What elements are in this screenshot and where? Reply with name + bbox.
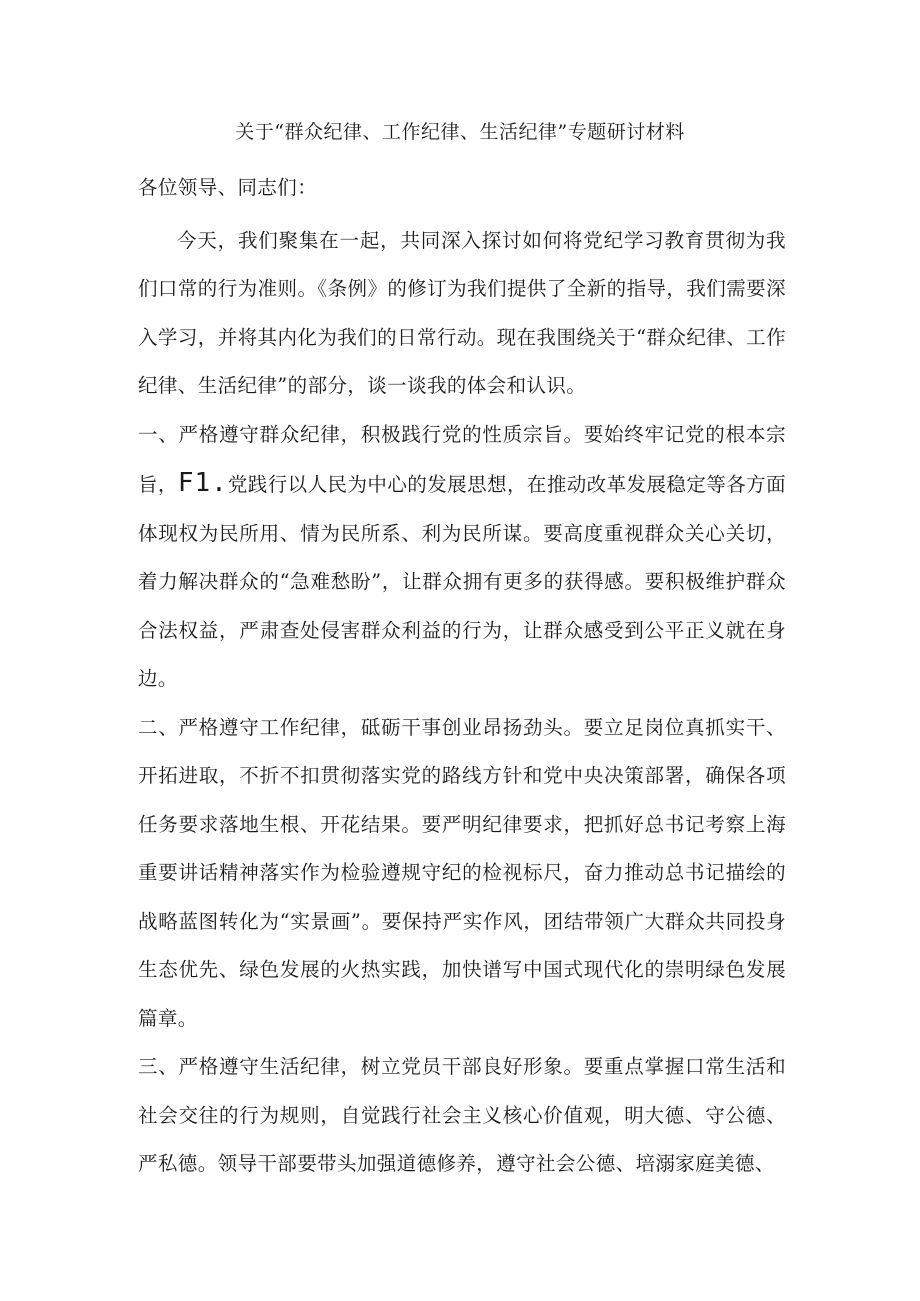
intro-paragraph: 今天，我们聚集在一起，共同深入探讨如何将党纪学习教育贯彻为我们口常的行为准则。《条例》的修订为我们提供了全新的指导，我们需要深入学习，并将其内化为我们的日常行动。现在我围绕关于“群众纪律、工作纪律、生活纪律”的部分，谈一谈我的体会和认识。 <box>138 228 786 397</box>
section-1-ocr-artifact: F1. <box>177 468 228 498</box>
document-body <box>138 164 786 1189</box>
section-3-paragraph: 三、严格遵守生活纪律，树立党员干部良好形象。要重点掌握口常生活和社会交往的行为规则，自觉践行社会主义核心价值观，明大德、守公德、严私德。领导干部要带头加强道德修养，遵守社会公德、培溺家庭美德、 <box>138 1055 786 1175</box>
salutation: 各位领导、同志们： <box>138 176 318 199</box>
section-1-text-end: 党践行以人民为中心的发展思想，在推动改革发展稳定等各方面体现权为民所用、情为民所系、利为民所谋。要高度重视群众关心关切，着力解决群众的“急难愁盼”，让群众拥有更多的获得感。要积极维护群众合法权益，严肃查处侵害群众利益的行为，让群众感受到公平正义就在身边。 <box>138 473 786 690</box>
section-1-text-start: 一、严格遵守群众纪律，积极践行党的性质宗旨。要始终牢记党的根本宗旨， <box>138 422 786 496</box>
section-2-paragraph: 二、严格遵守工作纪律，砥砺干事创业昂扬劲头。要立足岗位真抓实干、开拓进取，不折不扣贯彻落实党的路线方针和党中央决策部署，确保各项任务要求落地生根、开花结果。要严明纪律要求，把抓好总书记考察上海重要讲话精神落实作为检验遵规守纪的检视标尺，奋力推动总书记描绘的战略蓝图转化为“实景画”。要保持严实作风，团结带领广大群众共同投身生态优先、绿色发展的火热实践，加快谱写中国式现代化的崇明绿色发展篇章。 <box>138 715 786 1030</box>
section-1-paragraph <box>138 411 786 704</box>
document-title: 关于“群众纪律、工作纪律、生活纪律”专题研讨材料 <box>235 121 685 143</box>
